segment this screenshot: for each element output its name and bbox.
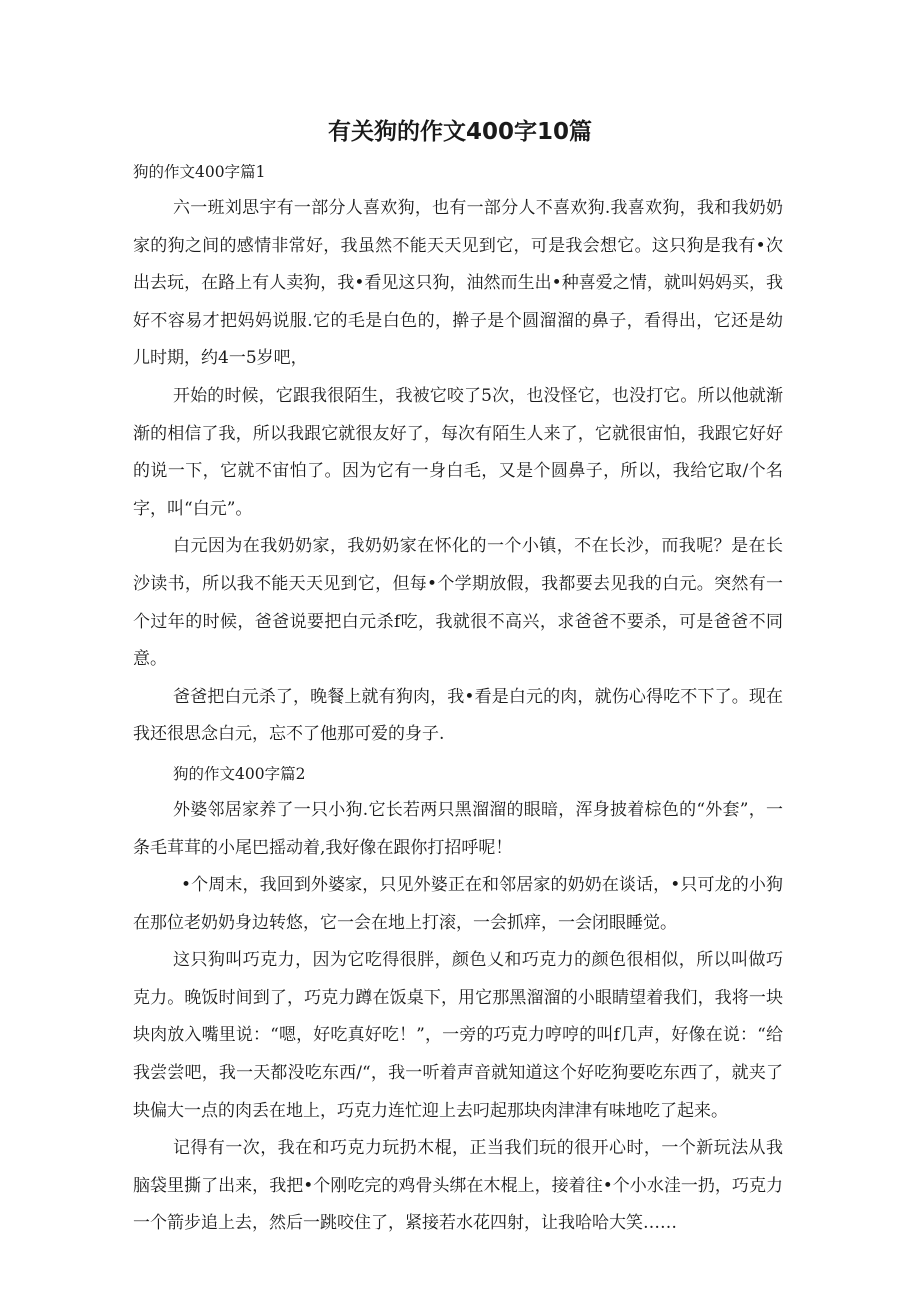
section-heading-2: 狗的作文400字篇2 bbox=[173, 764, 306, 783]
paragraph: 六一班刘思宇有一部分人喜欢狗，也有一部分人不喜欢狗.我喜欢狗，我和我奶奶家的狗之间的感情非常好，我虽然不能天天见到它，可是我会想它。这只狗是我有•次出去玩，在路上有人卖狗，我•看见这只狗，油然而生出•种喜爱之情，就叫妈妈买，我好不容易才把妈妈说服.它的毛是白色的，擀子是个圆溜溜的鼻子，看得出，它还是幼儿时期，约4一5岁吧， bbox=[133, 198, 783, 369]
paragraph: 记得有一次，我在和巧克力玩扔木棍，正当我们玩的很开心时，一个新玩法从我脑袋里撕了出来，我把•个刚吃完的鸡骨头绑在木棍上，接着往•个小水洼一扔，巧克力一个箭步追上去，然后一跳咬住了，紧接若水花四射，让我哈哈大笑…… bbox=[133, 1138, 783, 1234]
document-body bbox=[133, 158, 783, 1243]
document-title: 有关狗的作文400字10篇 bbox=[327, 119, 593, 145]
paragraph: 外婆邻居家养了一只小狗.它长若两只黑溜溜的眼暗，浑身披着棕色的“外套”，一条毛茸茸的小尾巴摇动着,我好像在跟你打招呼呢！ bbox=[133, 799, 783, 858]
section-heading-1: 狗的作文400字篇1 bbox=[133, 163, 266, 181]
paragraph: •个周末，我回到外婆家，只见外婆正在和邻居家的奶奶在谈话，•只可龙的小狗在那位老奶奶身边转悠，它一会在地上打滚，一会抓痒，一会闭眼睡觉。 bbox=[133, 875, 783, 933]
paragraph: 爸爸把白元杀了，晚餐上就有狗肉，我•看是白元的肉，就伤心得吃不下了。现在我还很思念白元，忘不了他那可爱的身子. bbox=[133, 686, 783, 745]
paragraph: 这只狗叫巧克力，因为它吃得很胖，颜色乂和巧克力的颜色很相似，所以叫做巧克力。晚饭时间到了，巧克力蹲在饭桌下，用它那黑溜溜的小眼睛望着我们，我将一块块肉放入嘴里说：“嗯，好吃真好吃！”，一旁的巧克力哼哼的叫f几声，好像在说：“给我尝尝吧，我一天都没吃东西/“，我一听着声音就知道这个好吃狗要吃东西了，就夹了块偏大一点的肉丢在地上，巧克力连忙迎上去叼起那块肉津津有味地吃了起来。 bbox=[133, 950, 783, 1121]
paragraph: 白元因为在我奶奶家，我奶奶家在怀化的一个小镇，不在长沙，而我呢？是在长沙读书，所以我不能天天见到它，但每•个学期放假，我都要去见我的白元。突然有一个过年的时候，爸爸说要把白元杀f吃，我就很不高兴，求爸爸不要杀，可是爸爸不同意。 bbox=[133, 536, 783, 670]
paragraph: 开始的时候，它跟我很陌生，我被它咬了5次，也没怪它，也没打它。所以他就渐渐的相信了我，所以我跟它就很友好了，每次有陌生人来了，它就很宙怕，我跟它好好的说一下，它就不宙怕了。因为它有一身白毛，又是个圆鼻子，所以，我给它取/个名字，叫“白元”。 bbox=[133, 385, 783, 519]
